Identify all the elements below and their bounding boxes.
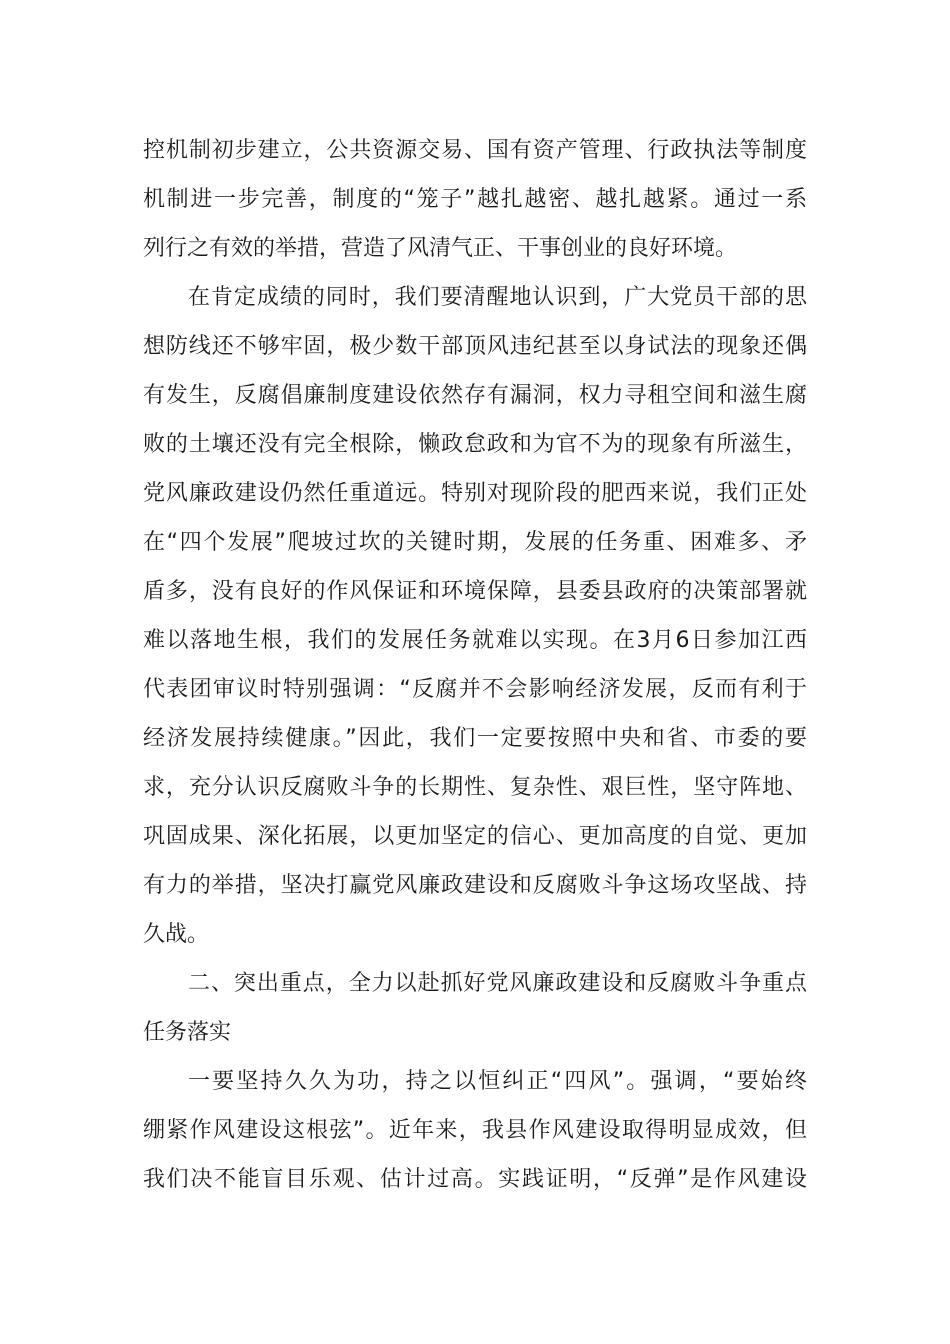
paragraph-start-line: 一要坚持久久为功，持之以恒纠正“四风”。强调，“要始终 xyxy=(188,1069,807,1094)
paragraph-start-line: 在肯定成绩的同时，我们要清醒地认识到，广大党员干部的思 xyxy=(188,285,807,310)
text-line: 在“四个发展”爬坡过坎的关键时期，发展的任务重、困难多、矛 xyxy=(143,530,807,555)
text-line: 我们决不能盲目乐观、估计过高。实践证明，“反弹”是作风建设 xyxy=(143,1167,807,1192)
text-line: 代表团审议时特别强调：“反腐并不会影响经济发展，反而有利于 xyxy=(143,677,807,702)
text-line: 有发生，反腐倡廉制度建设依然存有漏洞，权力寻租空间和滋生腐 xyxy=(143,383,807,408)
section-heading-line: 任务落实 xyxy=(143,1020,232,1045)
text-line: 想防线还不够牢固，极少数干部顶风违纪甚至以身试法的现象还偶 xyxy=(143,334,807,359)
text-line: 败的土壤还没有完全根除，懒政怠政和为官不为的现象有所滋生， xyxy=(143,432,807,457)
text-line: 机制进一步完善，制度的“笼子”越扎越密、越扎越紧。通过一系 xyxy=(143,187,807,212)
text-line: 盾多，没有良好的作风保证和环境保障，县委县政府的决策部署就 xyxy=(143,579,807,604)
section-heading-line: 二、突出重点，全力以赴抓好党风廉政建设和反腐败斗争重点 xyxy=(188,971,807,996)
text-line: 列行之有效的举措，营造了风清气正、干事创业的良好环境。 xyxy=(143,236,738,261)
text-line: 求，充分认识反腐败斗争的长期性、复杂性、艰巨性，坚守阵地、 xyxy=(143,775,807,800)
text-line: 绷紧作风建设这根弦”。近年来，我县作风建设取得明显成效，但 xyxy=(143,1118,807,1143)
text-line: 久战。 xyxy=(143,922,210,947)
text-line: 党风廉政建设仍然任重道远。特别对现阶段的肥西来说，我们正处 xyxy=(143,481,807,506)
text-line: 有力的举措，坚决打赢党风廉政建设和反腐败斗争这场攻坚战、持 xyxy=(143,873,807,898)
text-line: 控机制初步建立，公共资源交易、国有资产管理、行政执法等制度 xyxy=(143,138,807,163)
text-line: 难以落地生根，我们的发展任务就难以实现。在3月6日参加江西 xyxy=(143,628,807,653)
text-line: 经济发展持续健康。”因此，我们一定要按照中央和省、市委的要 xyxy=(143,726,807,751)
text-line: 巩固成果、深化拓展，以更加坚定的信心、更加高度的自觉、更加 xyxy=(143,824,807,849)
